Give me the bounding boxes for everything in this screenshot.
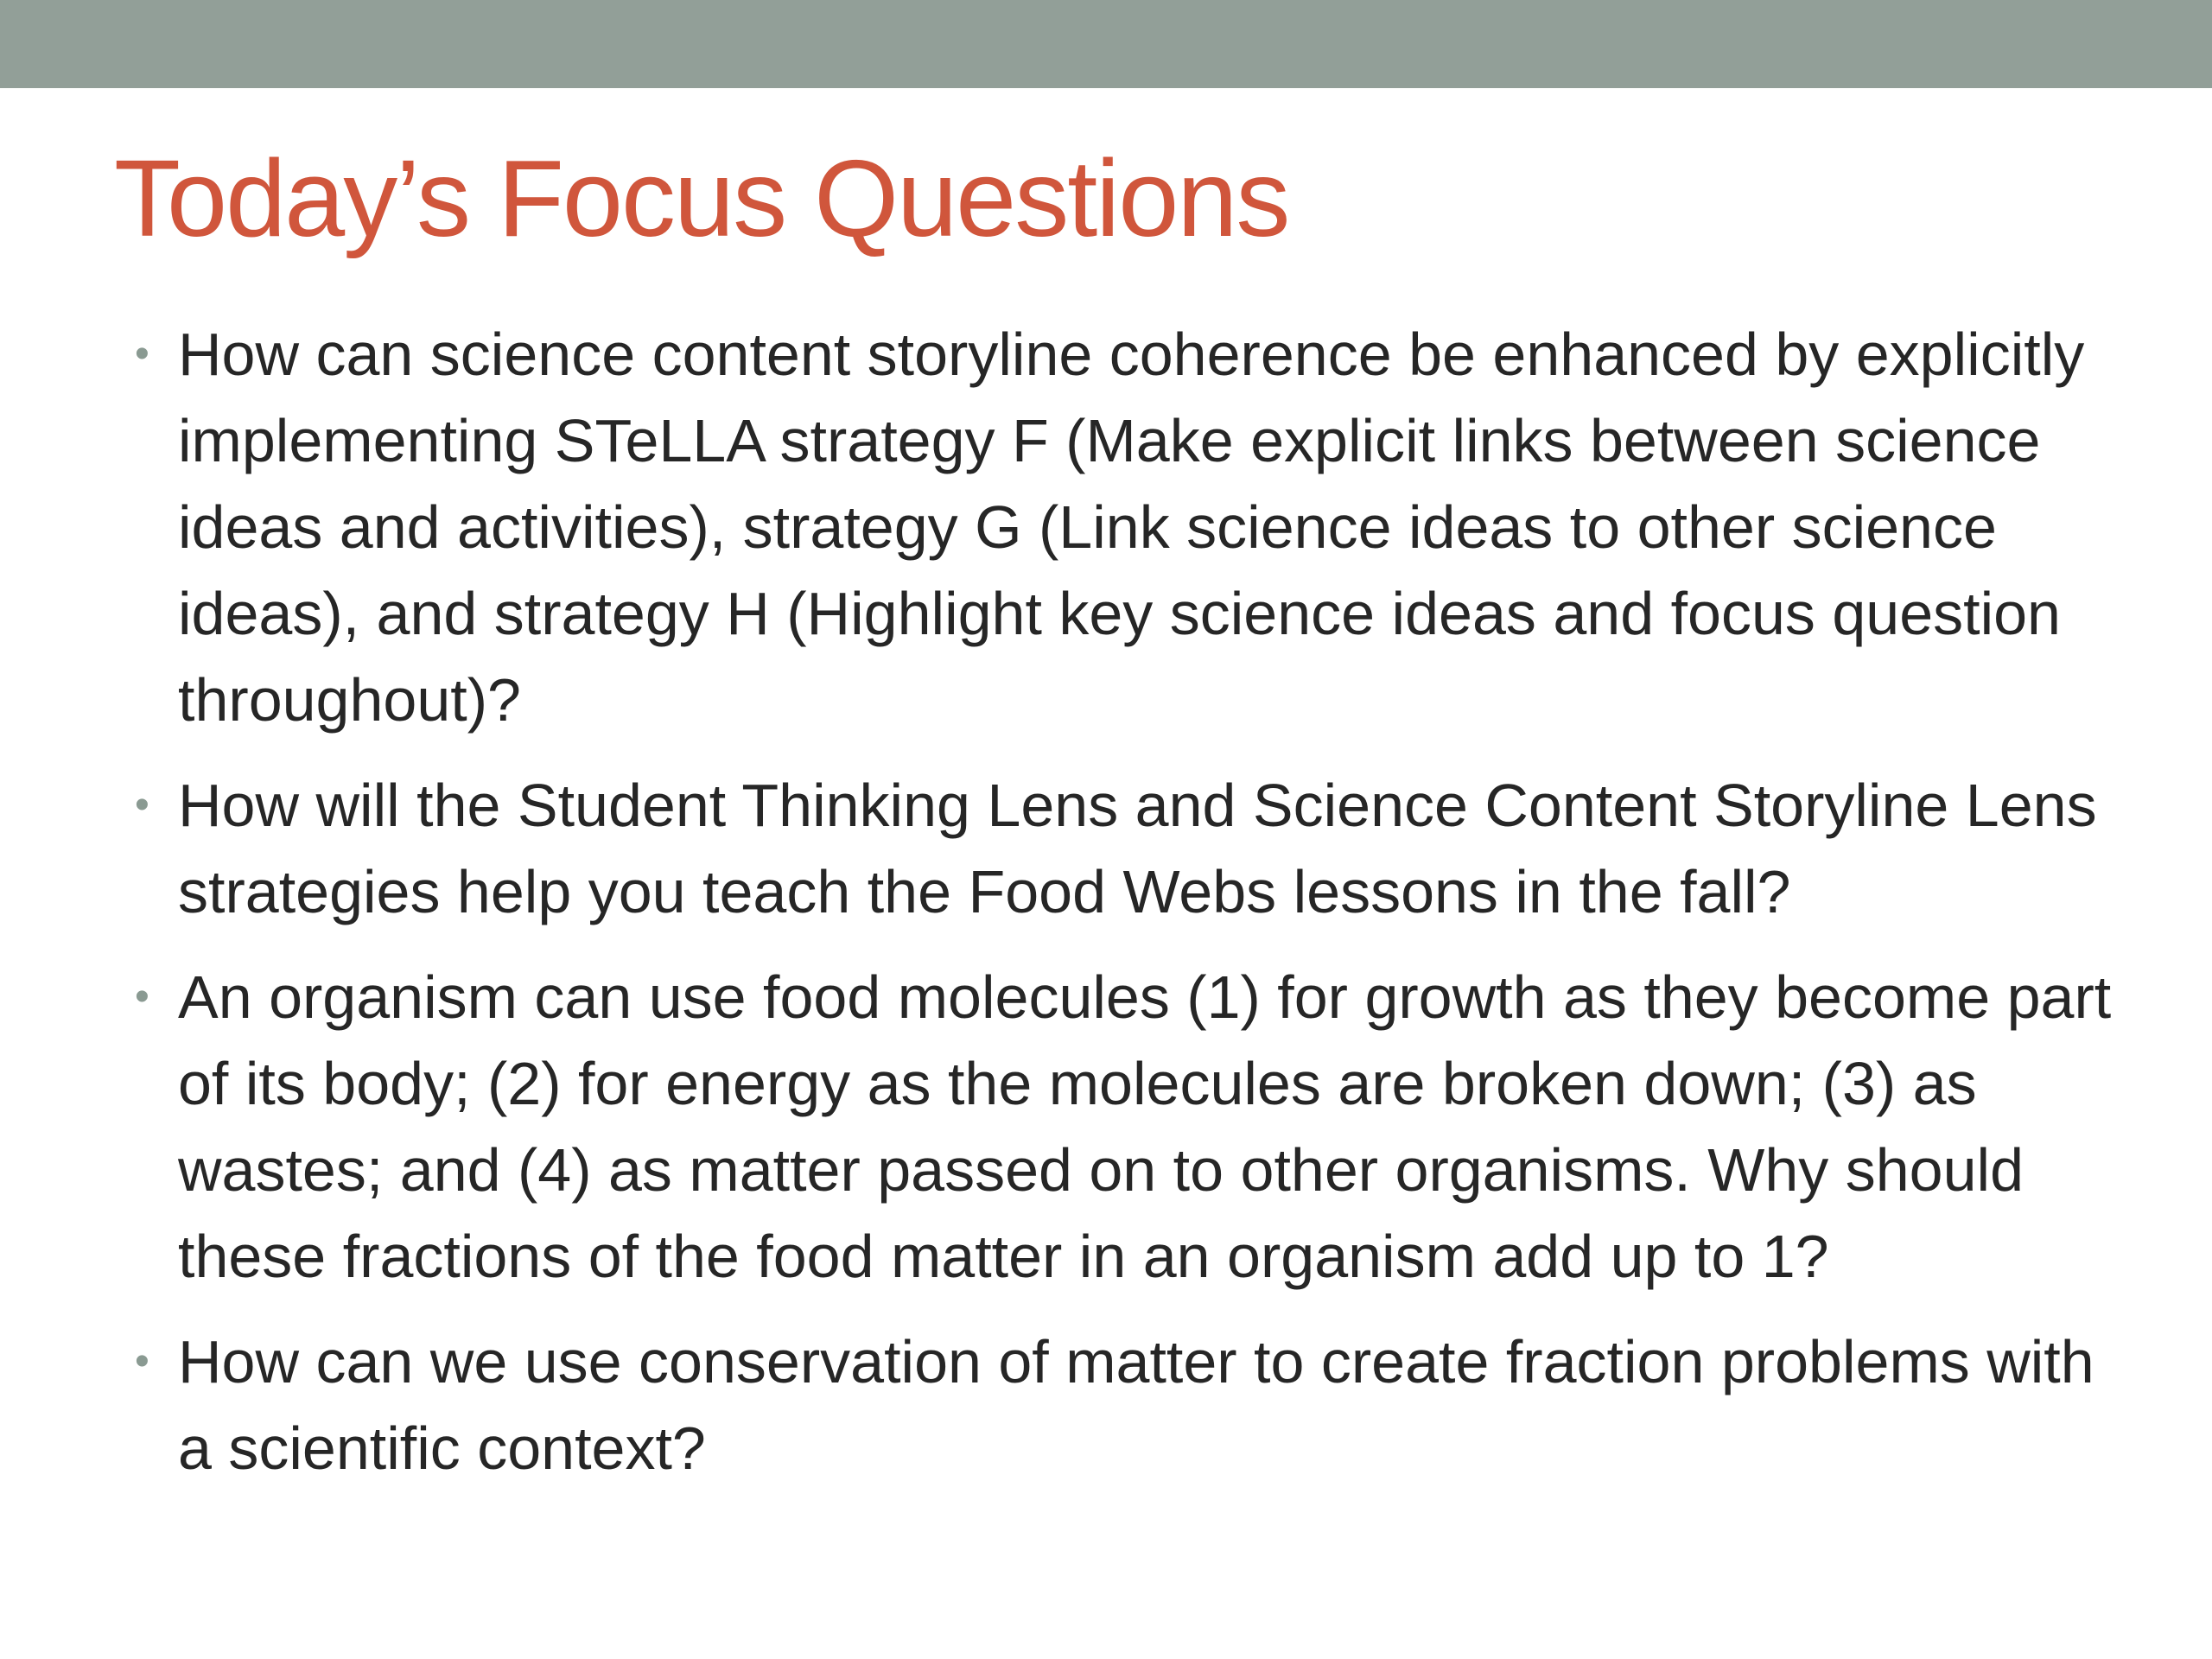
focus-questions-list [130,311,2117,1510]
focus-question-text: How can we use conservation of matter to create fraction problems with a scientific context? [178,1328,2094,1482]
focus-question-3 [130,954,2117,1300]
focus-question-text: How can science content storyline coherence be enhanced by explicitly implementing STeLLA strategy F (Make explicit links between science ideas and activities), strategy G (Link science ideas to other science ideas), and strategy H (Highlight key science ideas and focus question throughout)? [178,321,2085,734]
focus-question-text: How will the Student Thinking Lens and Science Content Storyline Lens strategies help you teach the Food Webs lessons in the fall? [178,772,2097,925]
bullet-icon: • [135,331,149,377]
focus-question-2 [130,762,2117,935]
header-band [0,0,2212,88]
bullet-icon: • [135,1338,149,1384]
focus-question-4 [130,1319,2117,1491]
slide-title: Today’s Focus Questions [114,137,1289,259]
focus-question-1 [130,311,2117,743]
bullet-icon: • [135,782,149,828]
focus-question-text: An organism can use food molecules (1) for growth as they become part of its body; (2) for energy as the molecules are broken down; (3) as wastes; and (4) as matter passed on to other organisms. Why should these fractions of the food matter in an organism add up to 1? [178,963,2112,1290]
bullet-icon: • [135,974,149,1020]
